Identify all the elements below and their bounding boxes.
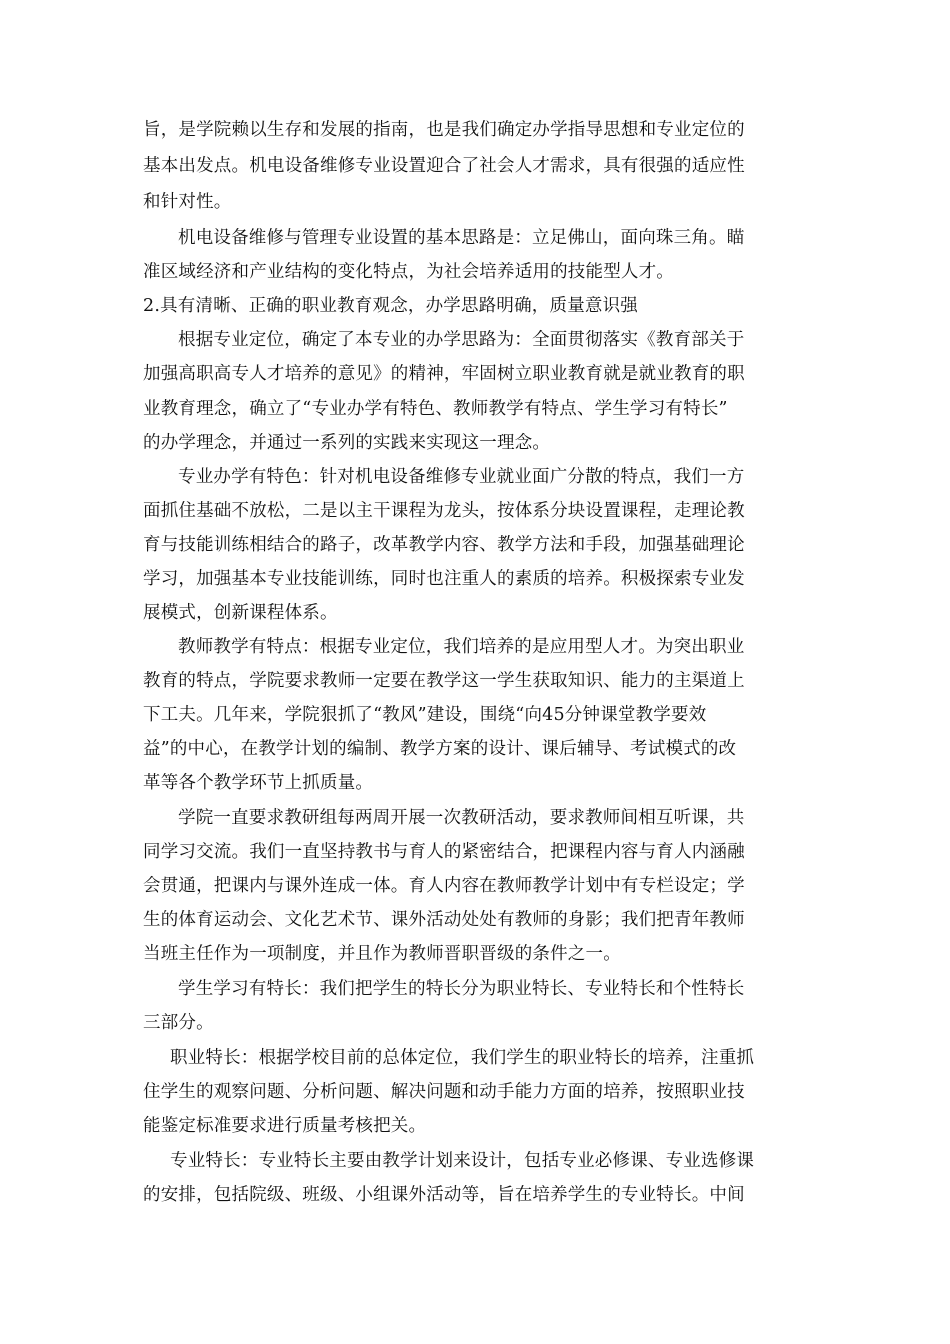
text-line: 教师教学有特点：根据专业定位，我们培养的是应用型人才。为突出职业 xyxy=(178,637,745,657)
text-line: 生的体育运动会、文化艺术节、课外活动处处有教师的身影；我们把青年教师 xyxy=(143,910,745,930)
text-line: 住学生的观察问题、分析问题、解决问题和动手能力方面的培养，按照职业技 xyxy=(143,1082,745,1102)
text-line: 根据专业定位，确定了本专业的办学思路为：全面贯彻落实《教育部关于 xyxy=(178,330,745,350)
text-line: 的安排，包括院级、班级、小组课外活动等，旨在培养学生的专业特长。中间 xyxy=(143,1185,745,1205)
section-heading: 2.具有清晰、正确的职业教育观念，办学思路明确，质量意识强 xyxy=(143,296,638,316)
text-line: 机电设备维修与管理专业设置的基本思路是：立足佛山，面向珠三角。瞄 xyxy=(178,228,745,248)
text-line: 当班主任作为一项制度，并且作为教师晋职晋级的条件之一。 xyxy=(143,944,621,964)
text-line: 三部分。 xyxy=(143,1013,214,1033)
text-line: 下工夫。几年来，学院狠抓了“教风”建设，围绕“向45分钟课堂教学要效 xyxy=(143,705,707,725)
text-line: 的办学理念，并通过一系列的实践来实现这一理念。 xyxy=(143,433,551,453)
text-line: 和针对性。 xyxy=(143,192,232,212)
text-line: 旨，是学院赖以生存和发展的指南，也是我们确定办学指导思想和专业定位的 xyxy=(143,120,745,140)
text-line: 学习，加强基本专业技能训练，同时也注重人的素质的培养。积极探索专业发 xyxy=(143,569,745,589)
text-line: 同学习交流。我们一直坚持教书与育人的紧密结合，把课程内容与育人内涵融 xyxy=(143,842,745,862)
text-line: 革等各个教学环节上抓质量。 xyxy=(143,773,374,793)
text-line: 教育的特点，学院要求教师一定要在教学这一学生获取知识、能力的主渠道上 xyxy=(143,671,745,691)
text-line: 展模式，创新课程体系。 xyxy=(143,603,338,623)
text-line: 职业特长：根据学校目前的总体定位，我们学生的职业特长的培养，注重抓 xyxy=(170,1048,755,1068)
text-line: 基本出发点。机电设备维修专业设置迎合了社会人才需求，具有很强的适应性 xyxy=(143,156,745,176)
text-line: 益”的中心，在教学计划的编制、教学方案的设计、课后辅导、考试模式的改 xyxy=(143,739,737,759)
text-line: 学生学习有特长：我们把学生的特长分为职业特长、专业特长和个性特长 xyxy=(178,979,745,999)
text-line: 专业特长：专业特长主要由教学计划来设计，包括专业必修课、专业选修课 xyxy=(170,1151,755,1171)
text-line: 面抓住基础不放松，二是以主干课程为龙头，按体系分块设置课程，走理论教 xyxy=(143,501,745,521)
text-line: 会贯通，把课内与课外连成一体。育人内容在教师教学计划中有专栏设定；学 xyxy=(143,876,745,896)
text-line: 育与技能训练相结合的路子，改革教学内容、教学方法和手段，加强基础理论 xyxy=(143,535,745,555)
text-line: 准区域经济和产业结构的变化特点，为社会培养适用的技能型人才。 xyxy=(143,262,674,282)
text-line: 加强高职高专人才培养的意见》的精神，牢固树立职业教育就是就业教育的职 xyxy=(143,364,745,384)
text-line: 业教育理念，确立了“专业办学有特色、教师教学有特点、学生学习有特长” xyxy=(143,399,728,419)
text-line: 学院一直要求教研组每两周开展一次教研活动，要求教师间相互听课，共 xyxy=(178,808,745,828)
text-line: 专业办学有特色：针对机电设备维修专业就业面广分散的特点，我们一方 xyxy=(178,467,745,487)
text-line: 能鉴定标准要求进行质量考核把关。 xyxy=(143,1116,427,1136)
